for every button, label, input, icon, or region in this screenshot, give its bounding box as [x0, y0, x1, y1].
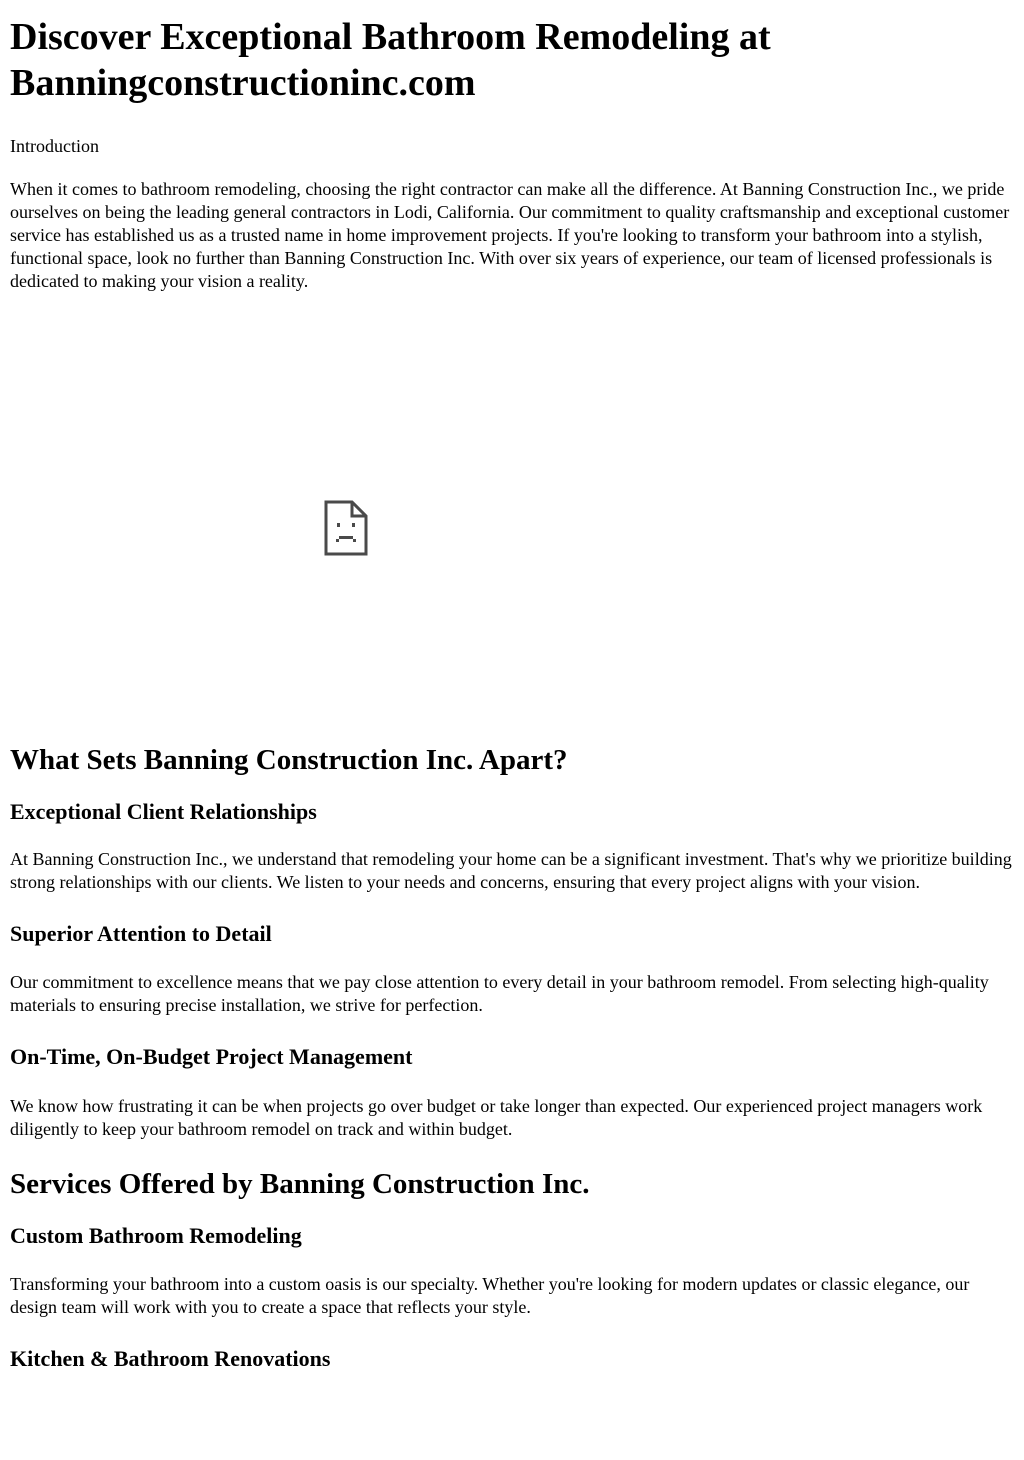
subheading-kitchen-bathroom: Kitchen & Bathroom Renovations: [10, 1346, 331, 1371]
paragraph-client-relationships: At Banning Construction Inc., we understand that remodeling your home can be a significant investment. That's why we prioritize building strong relationships with our clients. We listen to your needs and concerns, ensuring that every project aligns with your vision.: [10, 849, 1012, 892]
broken-document-icon: [324, 500, 368, 556]
paragraph-custom-bathroom: Transforming your bathroom into a custom oasis is our specialty. Whether you're looking for modern updates or classic elegance, our design team will work with you to create a space that reflects your style.: [10, 1274, 970, 1317]
subheading-project-management: On-Time, On-Budget Project Management: [10, 1044, 413, 1069]
subheading-client-relationships: Exceptional Client Relationships: [10, 799, 317, 824]
intro-paragraph: When it comes to bathroom remodeling, choosing the right contractor can make all the difference. At Banning Construction Inc., we pride ourselves on being the leading general contractors in Lodi, California. Our commitment to quality craftsmanship and exceptional customer service has established us as a trusted name in home improvement projects. If you're looking to transform your bathroom into a stylish, functional space, look no further than Banning Construction Inc. With over six years of experience, our team of licensed professionals is dedicated to making your vision a reality.: [10, 179, 1010, 291]
intro-label: Introduction: [10, 136, 99, 156]
page-title: Discover Exceptional Bathroom Remodeling at Banningconstructioninc.com: [10, 16, 771, 104]
section-heading-services: Services Offered by Banning Construction Inc.: [10, 1168, 590, 1200]
paragraph-attention-to-detail: Our commitment to excellence means that we pay close attention to every detail in your bathroom remodel. From selecting high-quality materials to ensuring precise installation, we strive for perfection.: [10, 972, 989, 1015]
subheading-custom-bathroom: Custom Bathroom Remodeling: [10, 1223, 302, 1248]
article: [0, 14, 1024, 1372]
section-heading-apart: What Sets Banning Construction Inc. Apart?: [10, 744, 568, 776]
embedded-media-placeholder: [10, 303, 1014, 743]
subheading-attention-to-detail: Superior Attention to Detail: [10, 921, 272, 946]
paragraph-project-management: We know how frustrating it can be when projects go over budget or take longer than expected. Our experienced project managers work diligently to keep your bathroom remodel on track and within budget.: [10, 1096, 983, 1139]
